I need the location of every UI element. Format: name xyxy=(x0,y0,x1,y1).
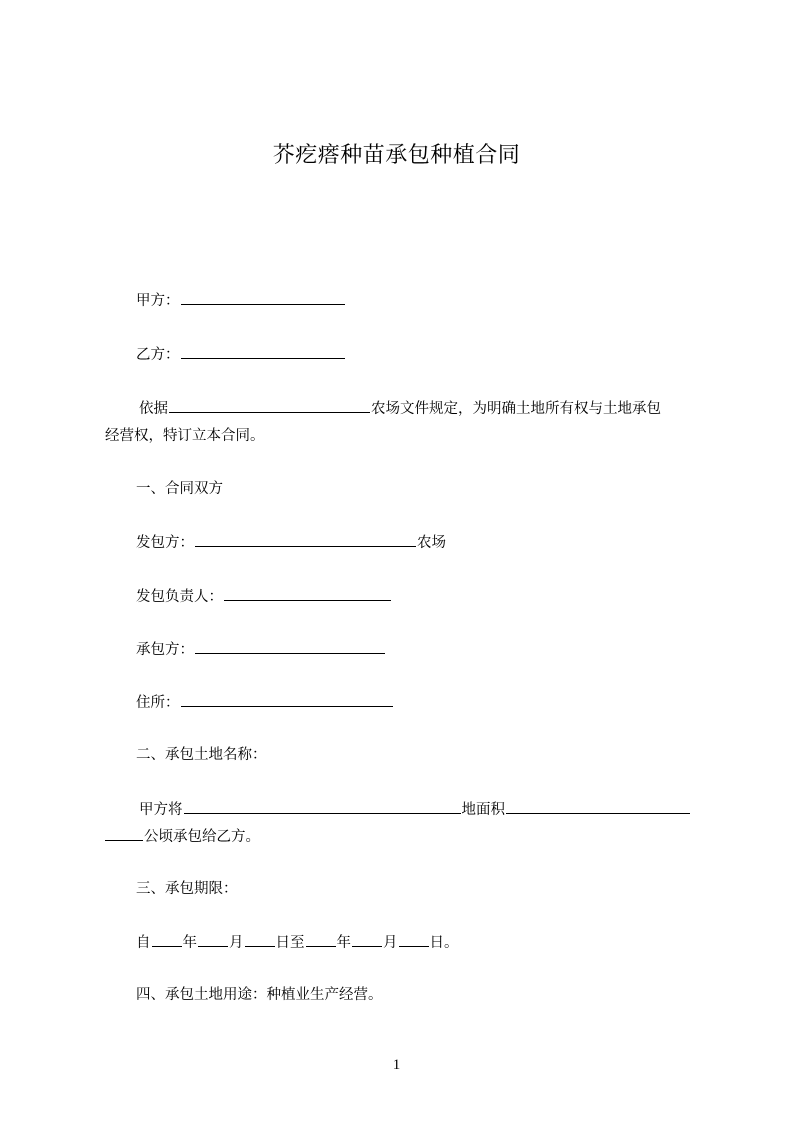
issuer-blank[interactable] xyxy=(195,532,416,547)
land-middle: 地面积 xyxy=(461,802,505,818)
term-line xyxy=(136,932,459,953)
land-line xyxy=(139,799,691,820)
term-year: 年 xyxy=(182,935,197,951)
section4-heading: 四、承包土地用途：种植业生产经营。 xyxy=(136,987,383,1003)
term-day-end: 日。 xyxy=(429,935,459,951)
land-prefix: 甲方将 xyxy=(139,802,183,818)
start-day-blank[interactable] xyxy=(245,932,275,947)
issuer-line xyxy=(136,532,446,553)
land-continuation xyxy=(105,826,260,847)
basis-blank[interactable] xyxy=(169,398,370,413)
section2-heading: 二、承包土地名称： xyxy=(136,747,267,763)
basis-continuation: 经营权，特订立本合同。 xyxy=(105,428,265,444)
term-day-to: 日至 xyxy=(275,935,305,951)
end-month-blank[interactable] xyxy=(352,932,382,947)
basis-prefix: 依据 xyxy=(139,401,168,417)
section1-heading: 一、合同双方 xyxy=(136,481,223,497)
issuer-lead-label: 发包负责人： xyxy=(136,589,223,605)
issuer-suffix: 农场 xyxy=(417,535,446,551)
issuer-label: 发包方： xyxy=(136,535,194,551)
party-a-label: 甲方： xyxy=(136,293,180,309)
contractor-label: 承包方： xyxy=(136,642,194,658)
residence-blank[interactable] xyxy=(181,692,393,707)
land-name-blank[interactable] xyxy=(184,799,461,814)
contractor-line xyxy=(136,639,386,660)
party-b-label: 乙方： xyxy=(136,347,180,363)
land-area-blank-cont[interactable] xyxy=(105,826,143,841)
section3-heading: 三、承包期限： xyxy=(136,881,238,897)
land-area-blank[interactable] xyxy=(506,799,690,814)
term-from: 自 xyxy=(136,935,151,951)
issuer-lead-line xyxy=(136,586,392,607)
end-day-blank[interactable] xyxy=(399,932,429,947)
residence-label: 住所： xyxy=(136,695,180,711)
basis-suffix: 农场文件规定，为明确土地所有权与土地承包 xyxy=(371,401,661,417)
document-title: 芥疙瘩种苗承包种植合同 xyxy=(272,143,521,168)
party-b-line xyxy=(136,344,346,365)
basis-line xyxy=(139,398,661,419)
start-year-blank[interactable] xyxy=(152,932,182,947)
start-month-blank[interactable] xyxy=(198,932,228,947)
page-number: 1 xyxy=(392,1057,401,1073)
residence-line xyxy=(136,692,394,713)
term-month2: 月 xyxy=(383,935,398,951)
party-a-line xyxy=(136,290,346,311)
contractor-blank[interactable] xyxy=(195,639,385,654)
land-end: 公顷承包给乙方。 xyxy=(144,829,260,845)
term-year2: 年 xyxy=(336,935,351,951)
party-a-blank[interactable] xyxy=(181,290,345,305)
issuer-lead-blank[interactable] xyxy=(224,586,391,601)
end-year-blank[interactable] xyxy=(306,932,336,947)
party-b-blank[interactable] xyxy=(181,344,345,359)
term-month: 月 xyxy=(229,935,244,951)
